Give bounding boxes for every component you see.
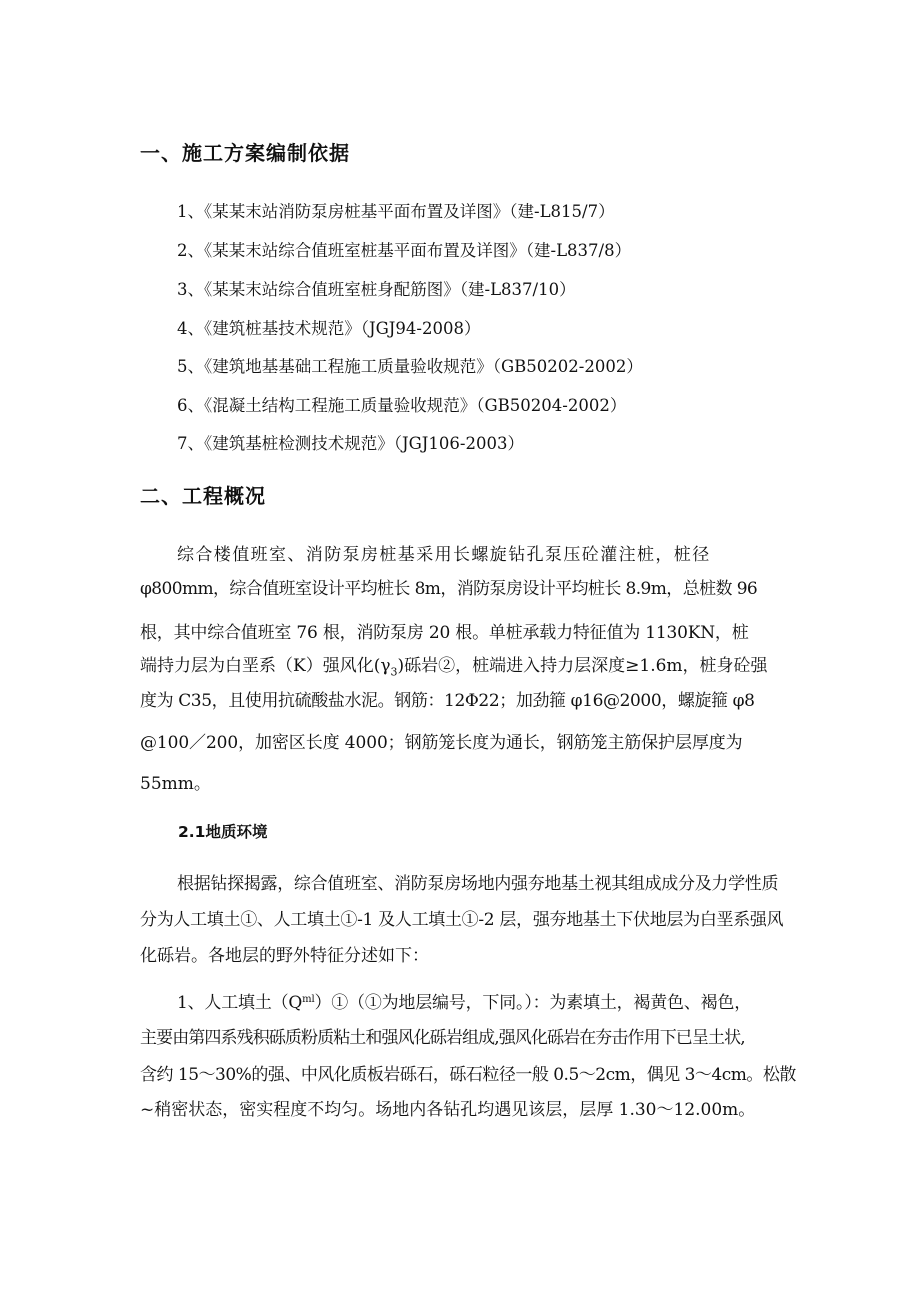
geology-line: 分为人工填土①、人工填土①-1 及人工填土①-2 层，强夯地基土下伏地层为白垩系强风 [140, 910, 784, 930]
layer-line: ~稍密状态，密实程度不均匀。场地内各钻孔均遇见该层，层厚 1.30～12.00m。 [140, 1100, 756, 1120]
overview-line: 度为 C35，且使用抗硫酸盐水泥。钢筋：12Φ22；加劲箍 φ16@2000，螺旋箍 φ8 [140, 691, 755, 711]
reference-item: 2、《某某末站综合值班室桩基平面布置及详图》（建-L837/8） [177, 241, 632, 260]
reference-item: 6、《混凝土结构工程施工质量验收规范》（GB50204-2002） [177, 396, 627, 415]
section-1-heading: 一、施工方案编制依据 [140, 141, 350, 165]
overview-line: φ800mm，综合值班室设计平均桩长 8m，消防泵房设计平均桩长 8.9m，总桩数 96 [140, 579, 758, 599]
section-2-heading: 二、工程概况 [140, 484, 266, 508]
overview-line: 55mm。 [140, 774, 211, 794]
overview-line: 端持力层为白垩系（K）强风化$(\gamma_3)$砾岩②，桩端进入持力层深度≥1.6m，桩身砼强 [140, 656, 768, 679]
reference-item: 3、《某某末站综合值班室桩身配筋图》（建-L837/10） [177, 280, 576, 299]
reference-item: 7、《建筑基桩检测技术规范》（JGJ106-2003） [177, 434, 524, 453]
reference-item: 1、《某某末站消防泵房桩基平面布置及详图》（建-L815/7） [177, 202, 615, 221]
reference-item: 5、《建筑地基基础工程施工质量验收规范》（GB50202-2002） [177, 357, 643, 376]
overview-line: 综合楼值班室、消防泵房桩基采用长螺旋钻孔泵压砼灌注桩，桩径 [177, 545, 711, 565]
geology-line: 根据钻探揭露，综合值班室、消防泵房场地内强夯地基土视其组成成分及力学性质 [177, 874, 779, 894]
reference-item: 4、《建筑桩基技术规范》（JGJ94-2008） [177, 319, 481, 338]
geology-line: 化砾岩。各地层的野外特征分述如下： [140, 946, 429, 966]
layer-line: 1、人工填土$(Q^{ml})①(①$为地层编号，下同。）：为素填土，褐黄色、褐色， [177, 993, 752, 1013]
overview-line: 根，其中综合值班室 76 根，消防泵房 20 根。单桩承载力特征值为 1130KN，桩 [140, 623, 749, 643]
overview-line: @100／200，加密区长度 4000；钢筋笼长度为通长，钢筋笼主筋保护层厚度为 [140, 733, 743, 753]
layer-line: 主要由第四系残积砾质粉质粘土和强风化砾岩组成,强风化砾岩在夯击作用下已呈土状, [140, 1028, 745, 1048]
subsection-heading: 2.1地质环境 [178, 823, 268, 841]
layer-line: 含约 15～30%的强、中风化质板岩砾石，砾石粒径一般 0.5～2cm，偶见 3～4cm。松散 [140, 1065, 796, 1085]
